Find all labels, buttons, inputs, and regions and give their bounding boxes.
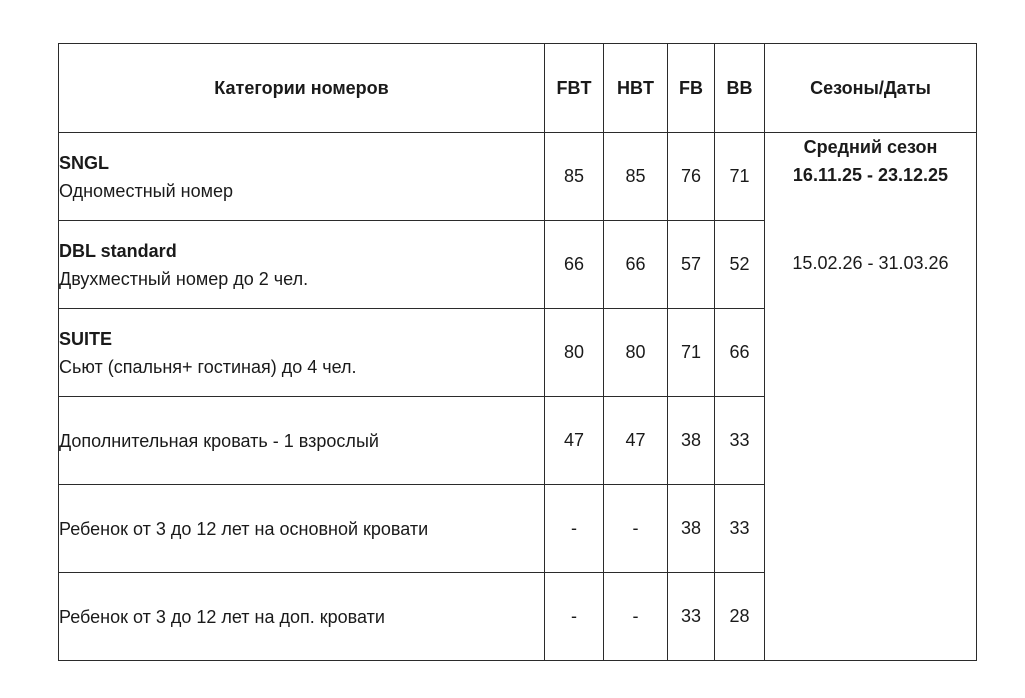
category-cell xyxy=(59,573,545,661)
category-cell xyxy=(59,397,545,485)
category-cell xyxy=(59,221,545,309)
hbt-cell: 80 xyxy=(604,309,668,397)
header-hbt: HBT xyxy=(604,44,668,133)
category-description: Ребенок от 3 до 12 лет на основной кровати xyxy=(59,518,429,539)
hbt-cell: 47 xyxy=(604,397,668,485)
category-cell xyxy=(59,309,545,397)
season-cell xyxy=(765,133,977,661)
bb-cell: 52 xyxy=(715,221,765,309)
category-description: Сьют (спальня+ гостиная) до 4 чел. xyxy=(59,356,357,377)
header-bb: BB xyxy=(715,44,765,133)
bb-cell: 33 xyxy=(715,485,765,573)
fbt-cell: 85 xyxy=(545,133,604,221)
fb-cell: 71 xyxy=(668,309,715,397)
category-description: Дополнительная кровать - 1 взрослый xyxy=(59,430,379,451)
hbt-cell: 85 xyxy=(604,133,668,221)
category-code: SNGL xyxy=(59,152,110,173)
fbt-cell: 80 xyxy=(545,309,604,397)
bb-cell: 71 xyxy=(715,133,765,221)
category-description: Двухместный номер до 2 чел. xyxy=(59,268,309,289)
bb-cell: 66 xyxy=(715,309,765,397)
fb-cell: 33 xyxy=(668,573,715,661)
price-table xyxy=(58,43,977,661)
category-description: Ребенок от 3 до 12 лет на доп. кровати xyxy=(59,606,385,627)
fbt-cell: - xyxy=(545,485,604,573)
season-date-range-2: 15.02.26 - 31.03.26 xyxy=(792,253,949,273)
hbt-cell: - xyxy=(604,573,668,661)
fb-cell: 57 xyxy=(668,221,715,309)
season-date-range-1: 16.11.25 - 23.12.25 xyxy=(792,165,949,185)
category-code: SUITE xyxy=(59,328,113,349)
hbt-cell: - xyxy=(604,485,668,573)
category-code: DBL standard xyxy=(59,240,177,261)
category-cell xyxy=(59,485,545,573)
header-fb: FB xyxy=(668,44,715,133)
fbt-cell: - xyxy=(545,573,604,661)
fbt-cell: 66 xyxy=(545,221,604,309)
fb-cell: 76 xyxy=(668,133,715,221)
fbt-cell: 47 xyxy=(545,397,604,485)
fb-cell: 38 xyxy=(668,397,715,485)
table-header-row xyxy=(59,44,977,133)
header-fbt: FBT xyxy=(545,44,604,133)
bb-cell: 28 xyxy=(715,573,765,661)
header-season: Сезоны/Даты xyxy=(765,44,977,133)
category-cell xyxy=(59,133,545,221)
table-row xyxy=(59,133,977,221)
header-category: Категории номеров xyxy=(59,44,545,133)
hbt-cell: 66 xyxy=(604,221,668,309)
category-description: Одноместный номер xyxy=(59,180,233,201)
fb-cell: 38 xyxy=(668,485,715,573)
season-title: Средний сезон xyxy=(803,137,938,157)
bb-cell: 33 xyxy=(715,397,765,485)
